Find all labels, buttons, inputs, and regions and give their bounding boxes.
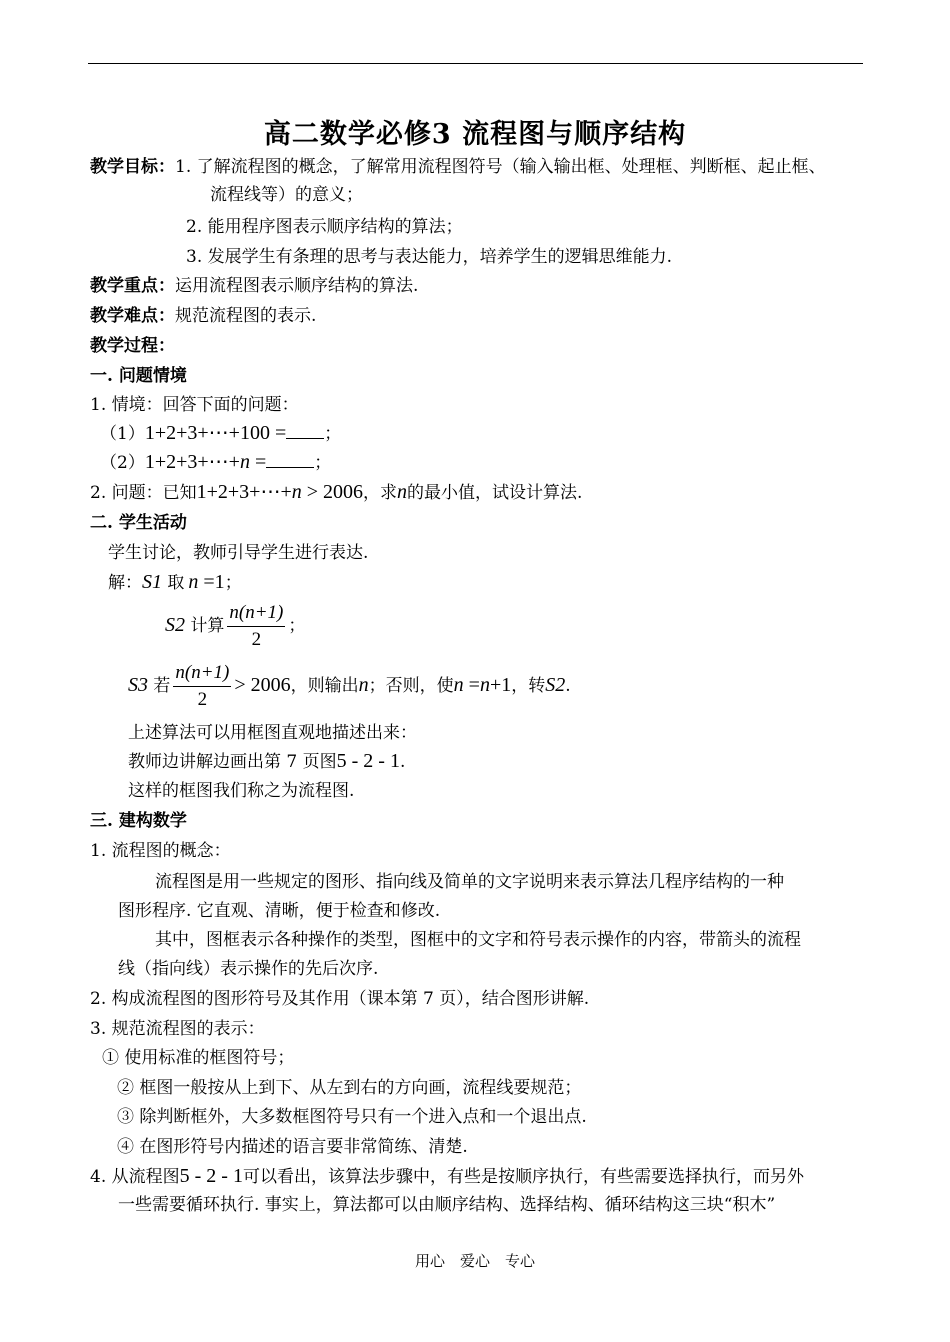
q1b-expression: 1+2+3+⋯+ (144, 451, 240, 473)
s2-label: S2 (165, 614, 185, 636)
answer-blank (266, 451, 314, 468)
paragraph-describe: 上述算法可以用框图直观地描述出来： (128, 723, 417, 743)
key-point-label: 教学重点： (90, 276, 175, 296)
concept-4b: 一些需要循环执行. 事实上，算法都可以由顺序结构、选择结构、循环结构这三块“积木” (118, 1195, 776, 1215)
concept-1-para-2b: 线（指向线）表示操作的先后次序. (118, 959, 379, 979)
s2-text: 计算 (185, 616, 225, 636)
concept-1-para-1b: 图形程序. 它直观、清晰，便于检查和修改. (118, 901, 441, 921)
s1-eq: =1 (198, 571, 225, 593)
rule-4: ④ 在图形符号内描述的语言要非常简练、清楚. (117, 1137, 468, 1157)
s3-else: ；否则，使 (368, 676, 454, 696)
objectives-label: 教学目标： (90, 157, 175, 177)
concept-1: 1. 流程图的概念： (90, 841, 231, 861)
question-1: 1. 情境：回答下面的问题： (90, 395, 299, 415)
q1b-number: （2） (100, 453, 145, 473)
s3-label: S3 (128, 674, 148, 696)
s1-label: S1 (142, 571, 162, 593)
s3-assign: = (463, 674, 480, 696)
objective-2: 2. 能用程序图表示顺序结构的算法； (186, 217, 463, 237)
section1-heading: 一. 问题情境 (90, 366, 187, 386)
s1-n: n (188, 571, 199, 593)
q1a-number: （1） (100, 424, 145, 444)
paragraph-figure (128, 750, 405, 773)
q1a-expression: 1+2+3+⋯+100 = (144, 422, 287, 444)
s3-n2: n (453, 674, 464, 696)
s3-s2: S2 (545, 674, 566, 696)
fraction (227, 600, 285, 653)
q1b-eq: = (249, 451, 267, 473)
concept-4-figure: 5 - 2 - 1 (179, 1165, 243, 1187)
rule-3: ③ 除判断框外，大多数框图符号只有一个进入点和一个退出点. (117, 1107, 587, 1127)
concept-3: 3. 规范流程图的表示： (90, 1019, 265, 1039)
question-1a (100, 422, 341, 445)
q1b-semicolon: ； (314, 453, 332, 473)
step-s3 (128, 658, 571, 713)
process-label: 教学过程： (90, 336, 175, 356)
fraction-denominator: 2 (251, 629, 262, 650)
key-point (90, 275, 418, 297)
objective-3: 3. 发展学生有条理的思考与表达能力，培养学生的逻辑思维能力. (186, 247, 673, 267)
q2-prefix: 2. 问题：已知 (90, 483, 197, 503)
activity-paragraph: 学生讨论，教师引导学生进行表达. (108, 543, 369, 563)
step-s2 (165, 598, 305, 653)
q2-n2: n (397, 481, 408, 503)
objectives-line-1 (90, 156, 826, 178)
difficulty-label: 教学难点： (90, 306, 175, 326)
s2-end: ； (288, 616, 306, 636)
fraction (173, 660, 231, 713)
step-s1 (108, 571, 242, 594)
concept-4-prefix: 4. 从流程图 (90, 1167, 180, 1187)
concept-4-rest: 可以看出，该算法步骤中，有些是按顺序执行，有些需要选择执行，而另外 (242, 1167, 804, 1187)
concept-1-para-1a: 流程图是用一些规定的图形、指向线及简单的文字说明来表示算法几程序结构的一种 (155, 872, 784, 892)
difficulty (90, 305, 316, 327)
concept-2: 2. 构成流程图的图形符号及其作用（课本第 7 页），结合图形讲解. (90, 989, 590, 1009)
header-rule (88, 63, 863, 64)
figure-number: 5 - 2 - 1 (336, 750, 400, 772)
q1a-semicolon: ； (324, 424, 342, 444)
s3-if: 若 (148, 676, 171, 696)
answer-blank (286, 422, 324, 439)
s3-n3: n (479, 674, 490, 696)
s3-then: ，则输出 (290, 676, 359, 696)
difficulty-text: 规范流程图的表示. (175, 306, 317, 326)
s1-end: ； (224, 573, 242, 593)
q2-suffix: 的最小值，试设计算法. (407, 483, 583, 503)
s3-end: . (565, 676, 571, 696)
concept-1-para-2a: 其中，图框表示各种操作的类型，图框中的文字和符号表示操作的内容，带箭头的流程 (155, 930, 801, 950)
q2-mid: ，求 (363, 483, 398, 503)
q2-expression: 1+2+3+⋯+ (196, 481, 292, 503)
page-title: 高二数学必修3 流程图与顺序结构 (263, 119, 687, 150)
concept-4 (90, 1165, 804, 1188)
question-1b (100, 451, 331, 474)
rule-2: ② 框图一般按从上到下、从左到右的方向画，流程线要规范； (117, 1078, 582, 1098)
s3-goto: ，转 (511, 676, 546, 696)
q2-n: n (291, 481, 302, 503)
paragraph-flowchart: 这样的框图我们称之为流程图. (128, 781, 355, 801)
section2-heading: 二. 学生活动 (90, 513, 187, 533)
s3-inequality: > 2006 (234, 674, 291, 696)
s1-take: 取 (162, 573, 185, 593)
page-footer: 用心 爱心 专心 (414, 1252, 535, 1270)
key-point-text: 运用流程图表示顺序结构的算法. (175, 276, 419, 296)
q1b-n: n (239, 451, 250, 473)
figure-end: . (399, 752, 406, 772)
rule-1: ① 使用标准的框图符号； (102, 1048, 295, 1068)
section3-heading: 三. 建构数学 (90, 811, 187, 831)
s3-n: n (358, 674, 369, 696)
q2-inequality: > 2006 (301, 481, 364, 503)
solution-label: 解： (108, 573, 142, 593)
objective-1b: 流程线等）的意义； (210, 185, 363, 205)
fraction-numerator: n(n+1) (173, 660, 231, 687)
figure-text: 教师边讲解边画出第 7 页图 (128, 752, 337, 772)
fraction-denominator: 2 (197, 689, 208, 710)
objective-1a: 1. 了解流程图的概念，了解常用流程图符号（输入输出框、处理框、判断框、起止框、 (175, 157, 826, 177)
fraction-numerator: n(n+1) (227, 600, 285, 627)
s3-plus: +1 (489, 674, 512, 696)
question-2 (90, 481, 582, 504)
